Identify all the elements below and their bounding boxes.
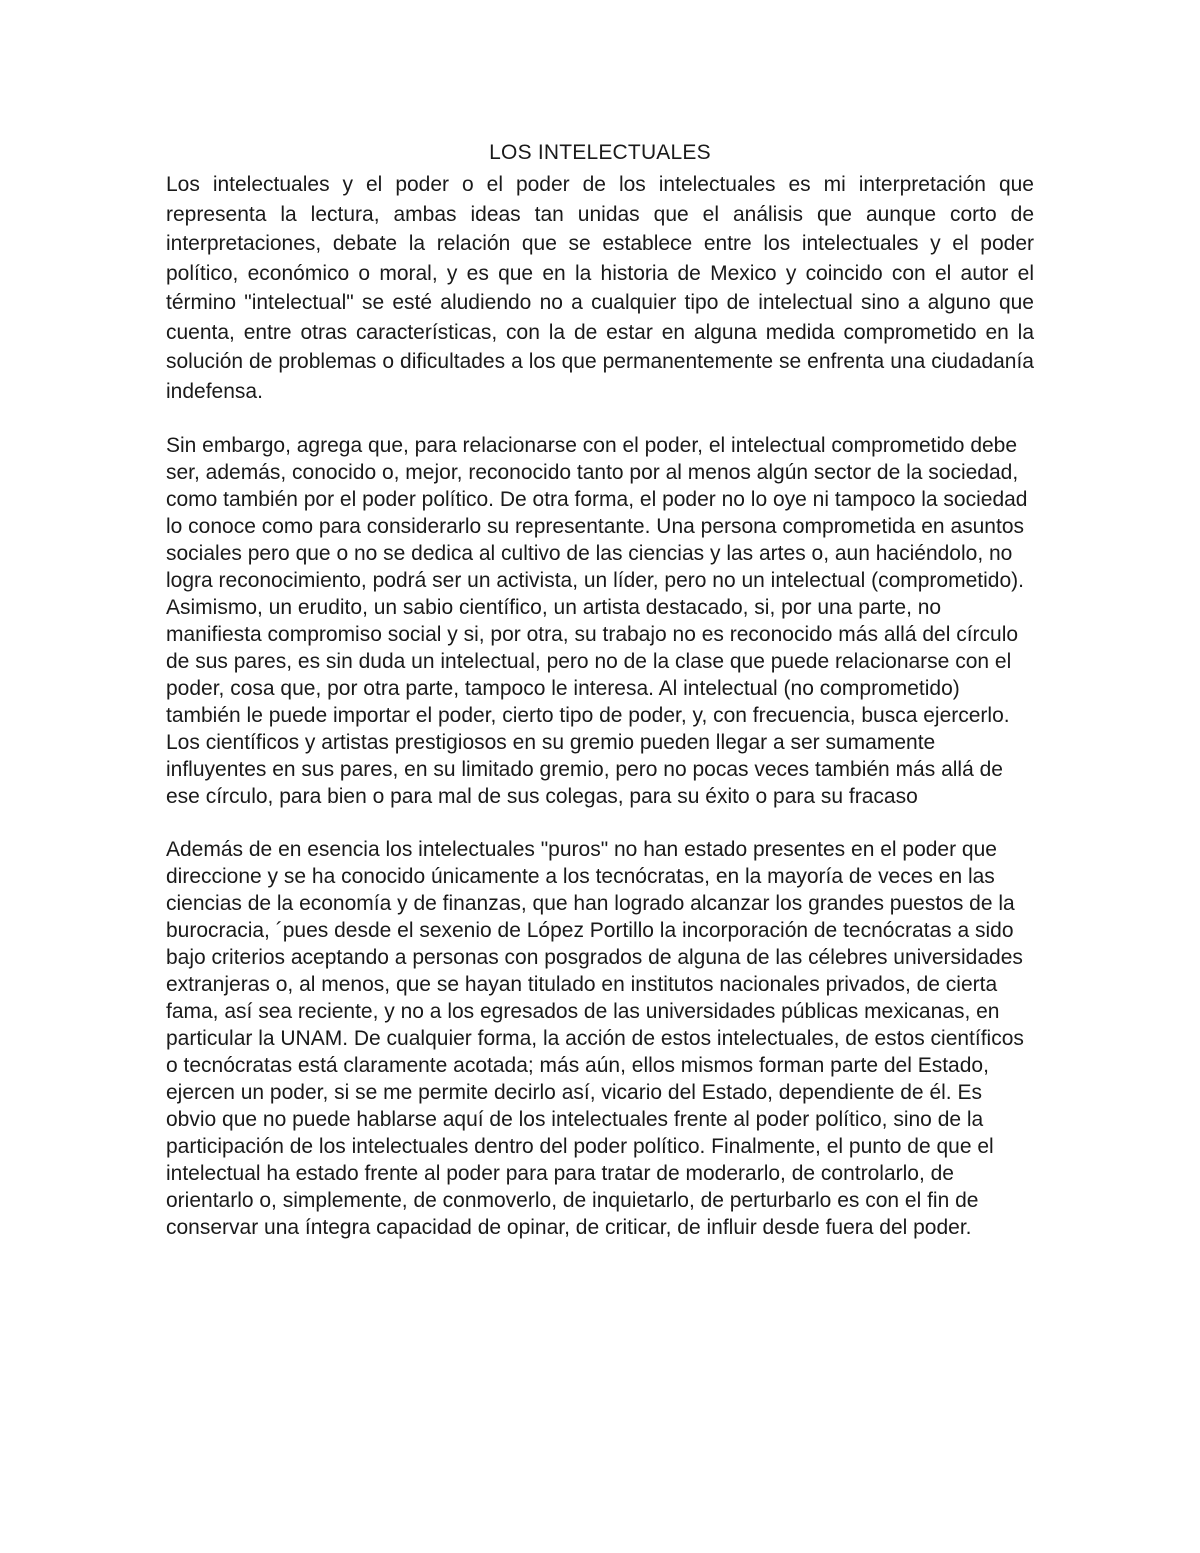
document-title: LOS INTELECTUALES [489,141,711,164]
paragraph-spacer [166,406,1034,432]
paragraph-spacer [166,810,1034,836]
paragraph-1: Los intelectuales y el poder o el poder de los intelectuales es mi interpretación que representa la lectura, ambas ideas tan unidas que el análisis que aunque corto de interpretaciones, debate la relación que se establece entre los intelectuales y el poder político, económico o moral, y es que en la historia de Mexico y coincido con el autor el término "intelectual" se esté aludiendo no a cualquier tipo de intelectual sino a alguno que cuenta, entre otras características, con la de estar en alguna medida comprometido en la solución de problemas o dificultades a los que permanentemente se enfrenta una ciudadanía indefensa. [166,173,1034,403]
document-page [166,138,1034,1241]
paragraph-3: Además de en esencia los intelectuales "puros" no han estado presentes en el poder que direccione y se ha conocido únicamente a los tecnócratas, en la mayoría de veces en las ciencias de la economía y de finanzas, que han logrado alcanzar los grandes puestos de la burocracia, ´pues desde el sexenio de López Portillo la incorporación de tecnócratas a sido bajo criterios aceptando a personas con posgrados de alguna de las célebres universidades extranjeras o, al menos, que se hayan titulado en institutos nacionales privados, de cierta fama, así sea reciente, y no a los egresados de las universidades públicas mexicanas, en particular la UNAM. De cualquier forma, la acción de estos intelectuales, de estos científicos o tecnócratas está claramente acotada; más aún, ellos mismos forman parte del Estado, ejercen un poder, si se me permite decirlo así, vicario del Estado, dependiente de él. Es obvio que no puede hablarse aquí de los intelectuales frente al poder político, sino de la participación de los intelectuales dentro del poder político. Finalmente, el punto de que el intelectual ha estado frente al poder para para tratar de moderarlo, de controlarlo, de orientarlo o, simplemente, de conmoverlo, de inquietarlo, de perturbarlo es con el fin de conservar una íntegra capacidad de opinar, de criticar, de influir desde fuera del poder. [166,838,1024,1239]
paragraph-2: Sin embargo, agrega que, para relacionarse con el poder, el intelectual comprometido debe ser, además, conocido o, mejor, reconocido tanto por al menos algún sector de la sociedad, como también por el poder político. De otra forma, el poder no lo oye ni tampoco la sociedad lo conoce como para considerarlo su representante. Una persona comprometida en asuntos sociales pero que o no se dedica al cultivo de las ciencias y las artes o, aun haciéndolo, no logra reconocimiento, podrá ser un activista, un líder, pero no un intelectual (comprometido). Asimismo, un erudito, un sabio científico, un artista destacado, si, por una parte, no manifiesta compromiso social y si, por otra, su trabajo no es reconocido más allá del círculo de sus pares, es sin duda un intelectual, pero no de la clase que puede relacionarse con el poder, cosa que, por otra parte, tampoco le interesa. Al intelectual (no comprometido) también le puede importar el poder, cierto tipo de poder, y, con frecuencia, busca ejercerlo. Los científicos y artistas prestigiosos en su gremio pueden llegar a ser sumamente influyentes en sus pares, en su limitado gremio, pero no pocas veces también más allá de ese círculo, para bien o para mal de sus colegas, para su éxito o para su fracaso [166,434,1028,808]
